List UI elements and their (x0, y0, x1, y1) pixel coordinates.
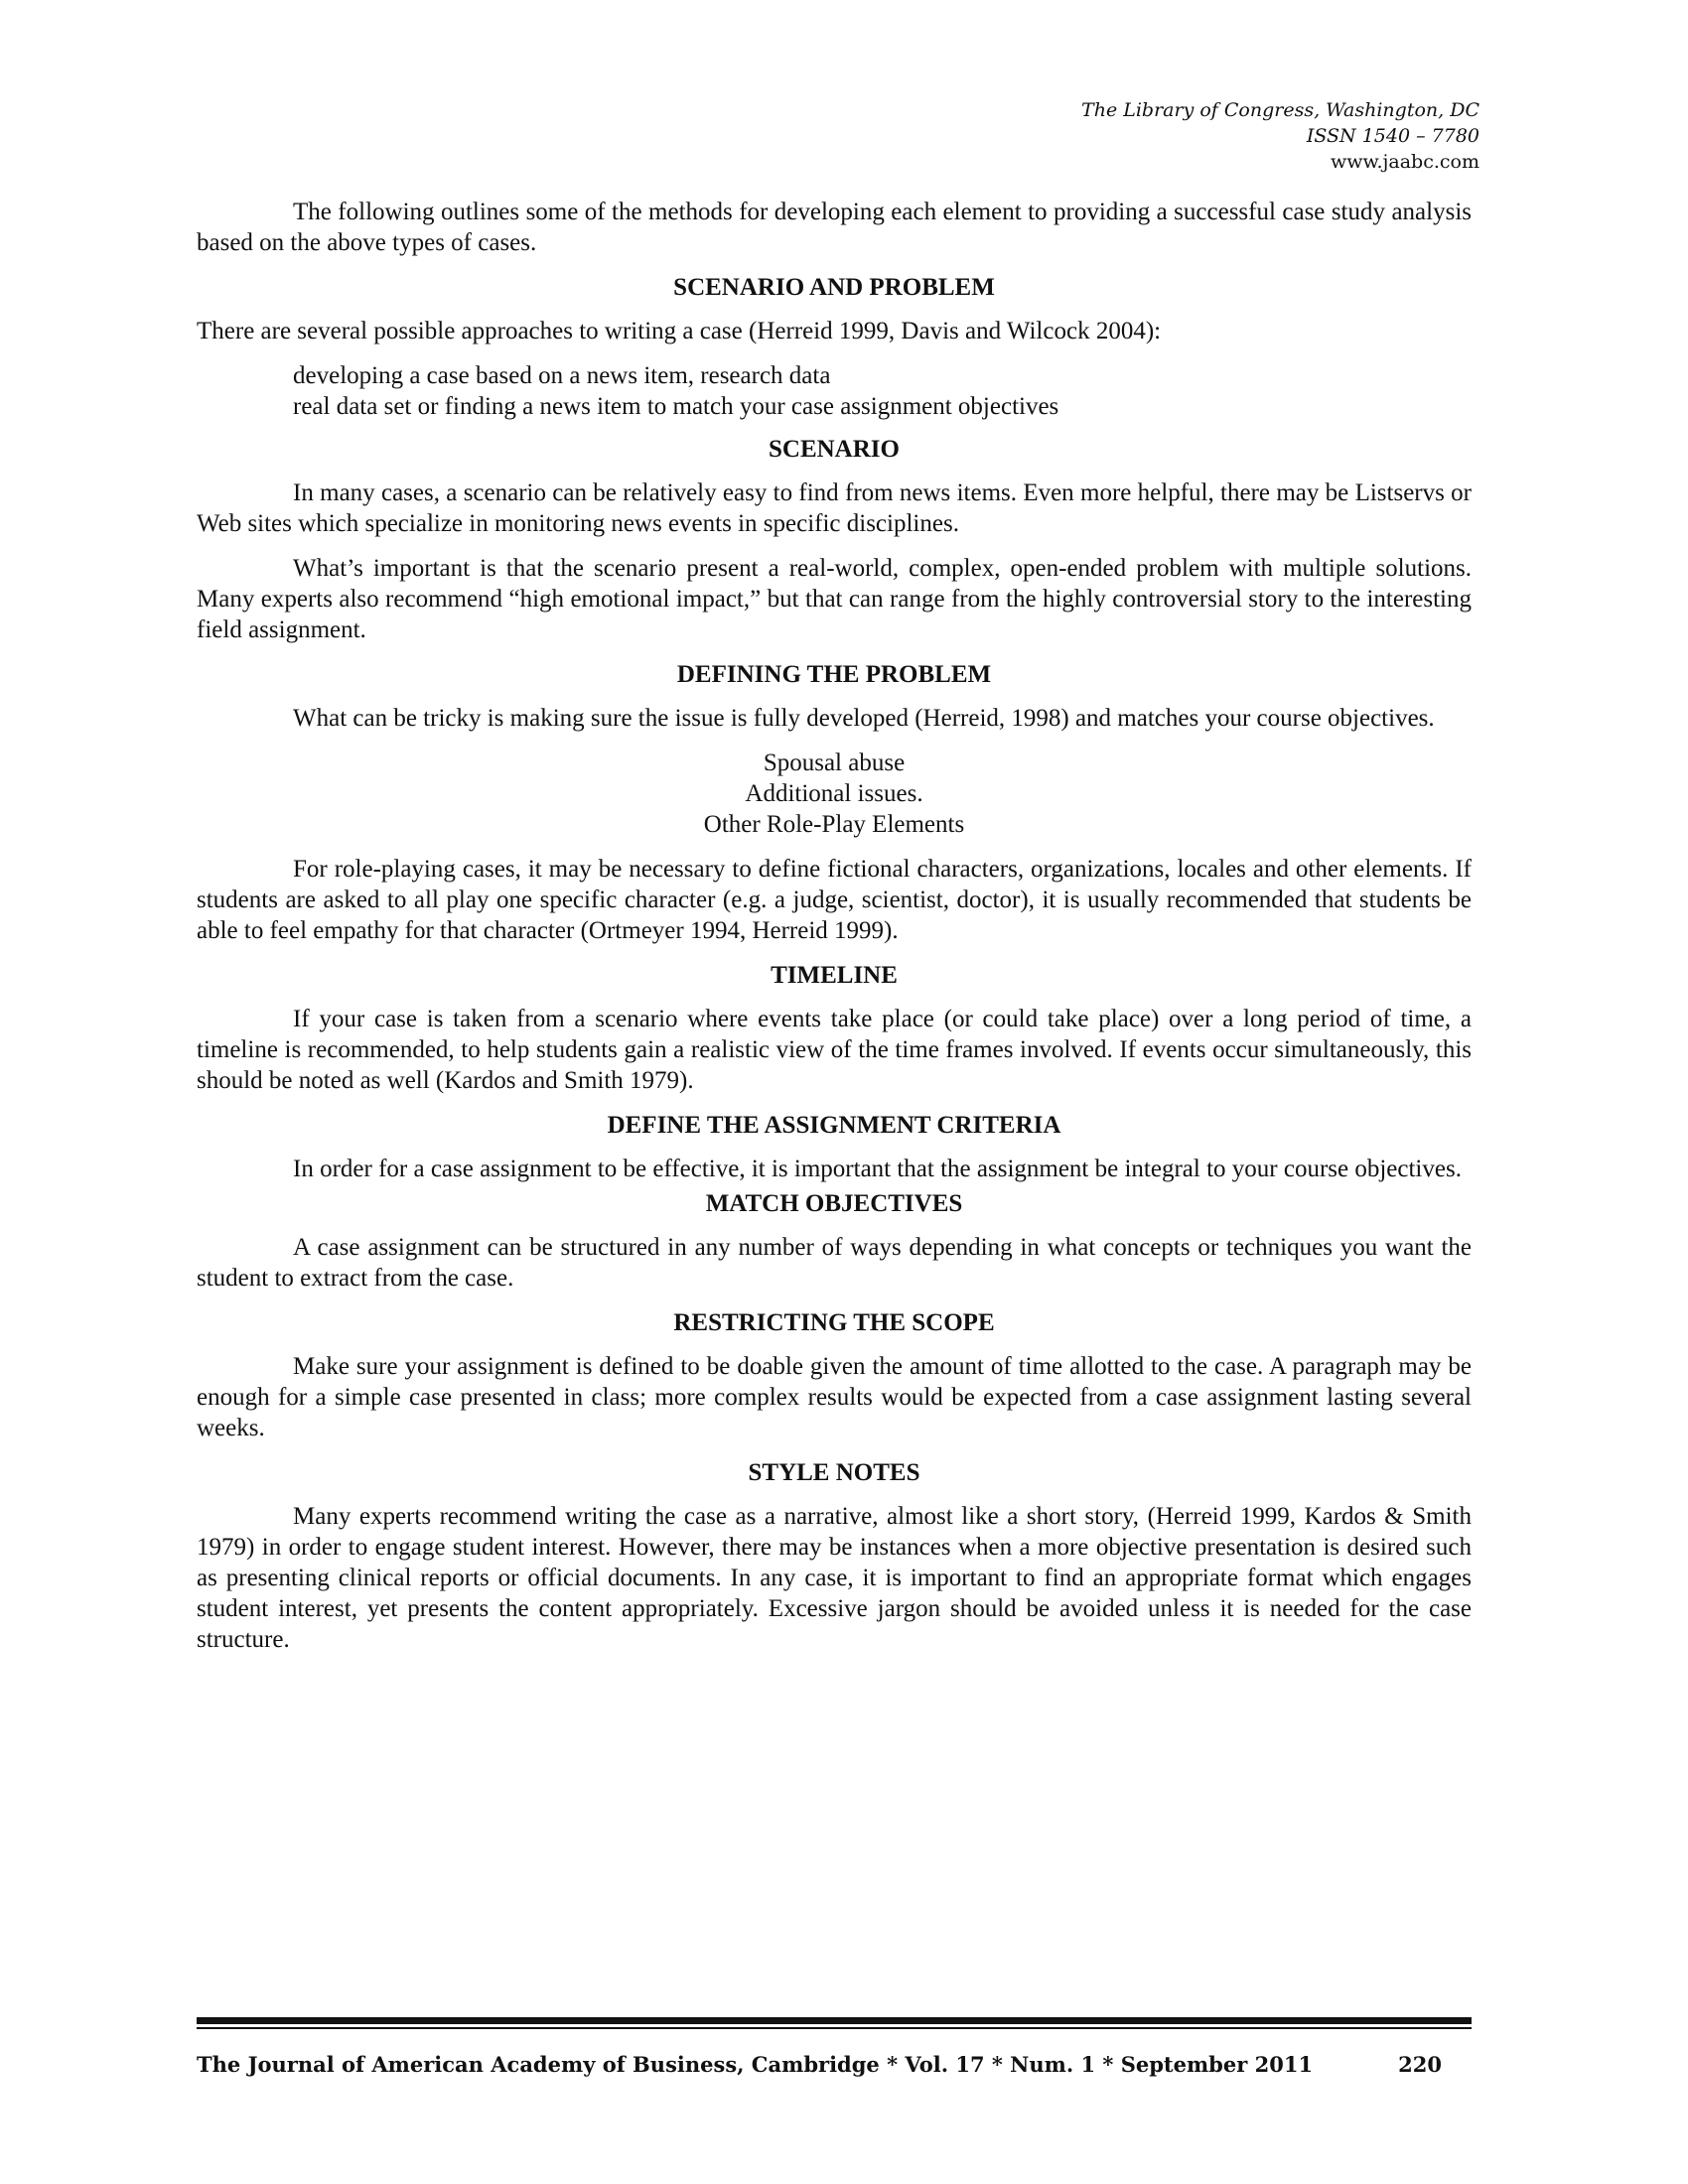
heading-style-notes: STYLE NOTES (748, 1459, 920, 1486)
approaches-list (293, 360, 1472, 422)
page-footer (197, 2051, 1472, 2079)
list-item: real data set or finding a news item to match your case assignment objectives (293, 393, 1059, 420)
style-paragraph: Many experts recommend writing the case as a narrative, almost like a short story, (Herreid 1999, Kardos & Smith 1979) in order to engage student interest. However, there may be instances when a more objective presentation is desired such as presenting clinical reports or official documents. In any case, it is important to find an appropriate format which engages student interest, yet presents the content appropriately. Excessive jargon should be avoided unless it is needed for the case structure. (197, 1503, 1472, 1653)
heading-timeline: TIMELINE (771, 962, 898, 989)
footer-rule-thick (197, 2017, 1472, 2024)
article-body (197, 197, 1472, 1669)
header-issn: ISSN 1540 – 7780 (1306, 125, 1479, 147)
header-library: The Library of Congress, Washington, DC (1081, 99, 1479, 121)
page-header (1081, 97, 1479, 175)
heading-scenario-and-problem: SCENARIO AND PROBLEM (673, 274, 995, 301)
scope-paragraph: Make sure your assignment is defined to be doable given the amount of time allotted to the case. A paragraph may be enough for a simple case presented in class; more complex results would be expected from a case assignment lasting several weeks. (197, 1353, 1472, 1441)
list-item: developing a case based on a news item, research data (293, 362, 831, 389)
timeline-paragraph: If your case is taken from a scenario where events take place (or could take place) over a long period of time, a timeline is recommended, to help students gain a realistic view of the time frames involved. If events occur simultaneously, this should be noted as well (Kardos and Smith 1979). (197, 1006, 1472, 1094)
heading-defining-the-problem: DEFINING THE PROBLEM (676, 661, 992, 688)
roleplay-paragraph: For role-playing cases, it may be necessary to define fictional characters, organizations, locales and other elements. If students are asked to all play one specific character (e.g. a judge, scientist, doctor), it is usually recommended that students be able to feel empathy for that character (Ortmeyer 1994, Herreid 1999). (197, 856, 1472, 944)
heading-match-objectives: MATCH OBJECTIVES (705, 1190, 963, 1217)
header-website: www.jaabc.com (1330, 151, 1479, 173)
match-paragraph: A case assignment can be structured in any number of ways depending in what concepts or techniques you want the student to extract from the case. (197, 1234, 1472, 1292)
centered-item: Additional issues. (745, 780, 923, 807)
centered-item: Other Role-Play Elements (703, 811, 965, 838)
intro-paragraph: The following outlines some of the methods for developing each element to providing a successful case study analysis based on the above types of cases. (197, 199, 1472, 256)
heading-restricting-scope: RESTRICTING THE SCOPE (673, 1309, 995, 1336)
footer-journal-citation: The Journal of American Academy of Business, Cambridge * Vol. 17 * Num. 1 * September 2011 (197, 2052, 1314, 2077)
centered-item: Spousal abuse (763, 750, 906, 776)
scenario-paragraph-2: What’s important is that the scenario present a real-world, complex, open-ended problem with multiple solutions. Many experts also recommend “high emotional impact,” but that can range from the highly controversial story to the interesting field assignment. (197, 555, 1472, 643)
criteria-paragraph: In order for a case assignment to be effective, it is important that the assignment be integral to your course objectives. (293, 1156, 1462, 1182)
page-number: 220 (1398, 2052, 1442, 2077)
heading-assignment-criteria: DEFINE THE ASSIGNMENT CRITERIA (607, 1112, 1061, 1139)
footer-rule-thin (197, 2027, 1472, 2029)
defining-paragraph: What can be tricky is making sure the issue is fully developed (Herreid, 1998) and matches your course objectives. (293, 705, 1435, 732)
heading-scenario: SCENARIO (769, 436, 900, 463)
approaches-paragraph: There are several possible approaches to writing a case (Herreid 1999, Davis and Wilcock 2004): (197, 318, 1162, 344)
centered-items (197, 748, 1472, 840)
scenario-paragraph-1: In many cases, a scenario can be relatively easy to find from news items. Even more helpful, there may be Listservs or Web sites which specialize in monitoring news events in specific disciplines. (197, 479, 1472, 537)
